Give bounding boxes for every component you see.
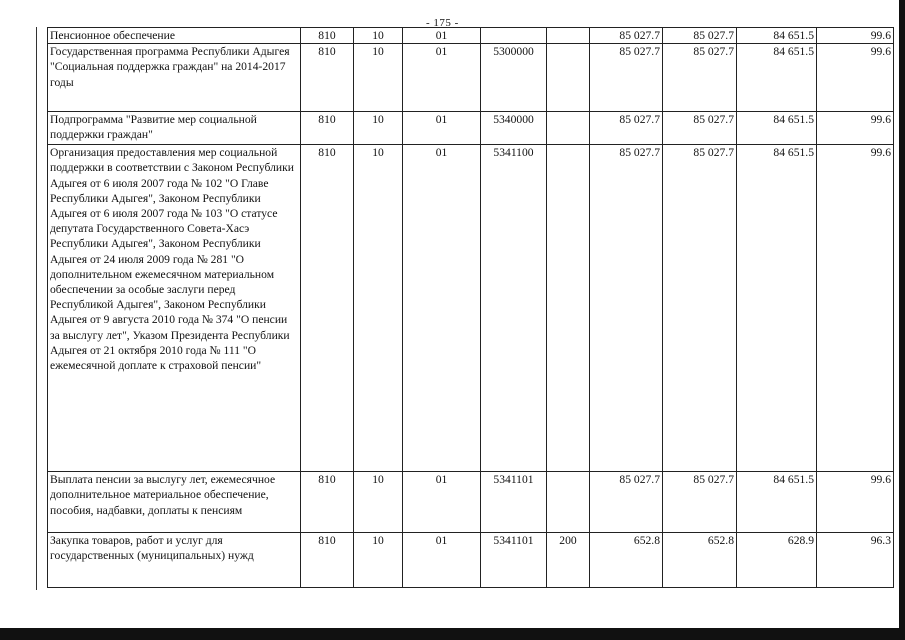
cell-value-2: 85 027.7 (663, 472, 737, 533)
cell-vr: 200 (547, 533, 590, 588)
cell-rz: 10 (354, 145, 403, 472)
scan-bottom-edge (0, 628, 905, 640)
table-row (48, 112, 894, 145)
cell-percent: 99.6 (817, 44, 894, 112)
cell-percent: 99.6 (817, 112, 894, 145)
page-number: - 175 - (426, 17, 459, 29)
cell-value-1: 85 027.7 (590, 28, 663, 44)
cell-value-3: 84 651.5 (737, 112, 817, 145)
cell-csr: 5300000 (481, 44, 547, 112)
cell-csr: 5341100 (481, 145, 547, 472)
cell-value-3: 84 651.5 (737, 472, 817, 533)
table-row (48, 28, 894, 44)
cell-ved: 810 (301, 533, 354, 588)
cell-vr (547, 28, 590, 44)
cell-vr (547, 44, 590, 112)
cell-value-2: 85 027.7 (663, 44, 737, 112)
cell-value-1: 85 027.7 (590, 145, 663, 472)
cell-ved: 810 (301, 28, 354, 44)
cell-value-3: 84 651.5 (737, 145, 817, 472)
cell-vr (547, 472, 590, 533)
cell-value-3: 84 651.5 (737, 44, 817, 112)
cell-value-1: 85 027.7 (590, 44, 663, 112)
cell-percent: 99.6 (817, 28, 894, 44)
cell-rz: 10 (354, 44, 403, 112)
row-name: Пенсионное обеспечение (48, 28, 301, 44)
cell-csr (481, 28, 547, 44)
cell-csr: 5341101 (481, 472, 547, 533)
cell-percent: 96.3 (817, 533, 894, 588)
cell-rz: 10 (354, 472, 403, 533)
cell-rz: 10 (354, 28, 403, 44)
row-name: Подпрограмма "Развитие мер социальной поддержки граждан" (48, 112, 301, 145)
cell-csr: 5340000 (481, 112, 547, 145)
table-row (48, 533, 894, 588)
cell-rz: 10 (354, 533, 403, 588)
cell-pr: 01 (403, 472, 481, 533)
cell-value-1: 85 027.7 (590, 112, 663, 145)
cell-ved: 810 (301, 145, 354, 472)
budget-table (47, 27, 894, 588)
cell-percent: 99.6 (817, 472, 894, 533)
cell-value-2: 85 027.7 (663, 112, 737, 145)
cell-pr: 01 (403, 145, 481, 472)
cell-value-3: 84 651.5 (737, 28, 817, 44)
cell-ved: 810 (301, 472, 354, 533)
cell-rz: 10 (354, 112, 403, 145)
cell-pr: 01 (403, 533, 481, 588)
cell-pr: 01 (403, 28, 481, 44)
cell-value-2: 85 027.7 (663, 145, 737, 472)
cell-value-2: 652.8 (663, 533, 737, 588)
cell-value-3: 628.9 (737, 533, 817, 588)
cell-ved: 810 (301, 112, 354, 145)
cell-value-2: 85 027.7 (663, 28, 737, 44)
table-row (48, 145, 894, 472)
cell-vr (547, 145, 590, 472)
cell-pr: 01 (403, 112, 481, 145)
table-row (48, 472, 894, 533)
row-name: Государственная программа Республики Адыгея "Социальная поддержка граждан" на 2014-2017 годы (48, 44, 301, 112)
cell-pr: 01 (403, 44, 481, 112)
cell-value-1: 85 027.7 (590, 472, 663, 533)
cell-csr: 5341101 (481, 533, 547, 588)
row-name: Закупка товаров, работ и услуг для государственных (муниципальных) нужд (48, 533, 301, 588)
cell-ved: 810 (301, 44, 354, 112)
cell-vr (547, 112, 590, 145)
cell-percent: 99.6 (817, 145, 894, 472)
table-row (48, 44, 894, 112)
cell-value-1: 652.8 (590, 533, 663, 588)
scan-right-edge (899, 0, 905, 640)
left-border-line (36, 27, 37, 590)
row-name: Выплата пенсии за выслугу лет, ежемесячное дополнительное материальное обеспечение, пособия, надбавки, доплаты к пенсиям (48, 472, 301, 533)
row-name: Организация предоставления мер социальной поддержки в соответствии с Законом Республики Адыгея от 6 июля 2007 года № 102 "О Главе Республики Адыгея", Законом Республики Адыгея от 6 июля 2007 года № 103 "О статусе депутата Государственного Совета-Хасэ Республики Адыгея", Законом Республики Адыгея от 24 июля 2009 года № 281 "О дополнительном ежемесячном материальном обеспечении за особые заслуги перед Республикой Адыгея", Законом Республики Адыгея от 9 августа 2010 года № 374 "О пенсии за выслугу лет", Указом Президента Республики Адыгея от 21 октября 2010 года № 111 "О ежемесячной доплате к страховой пенсии" (48, 145, 301, 472)
